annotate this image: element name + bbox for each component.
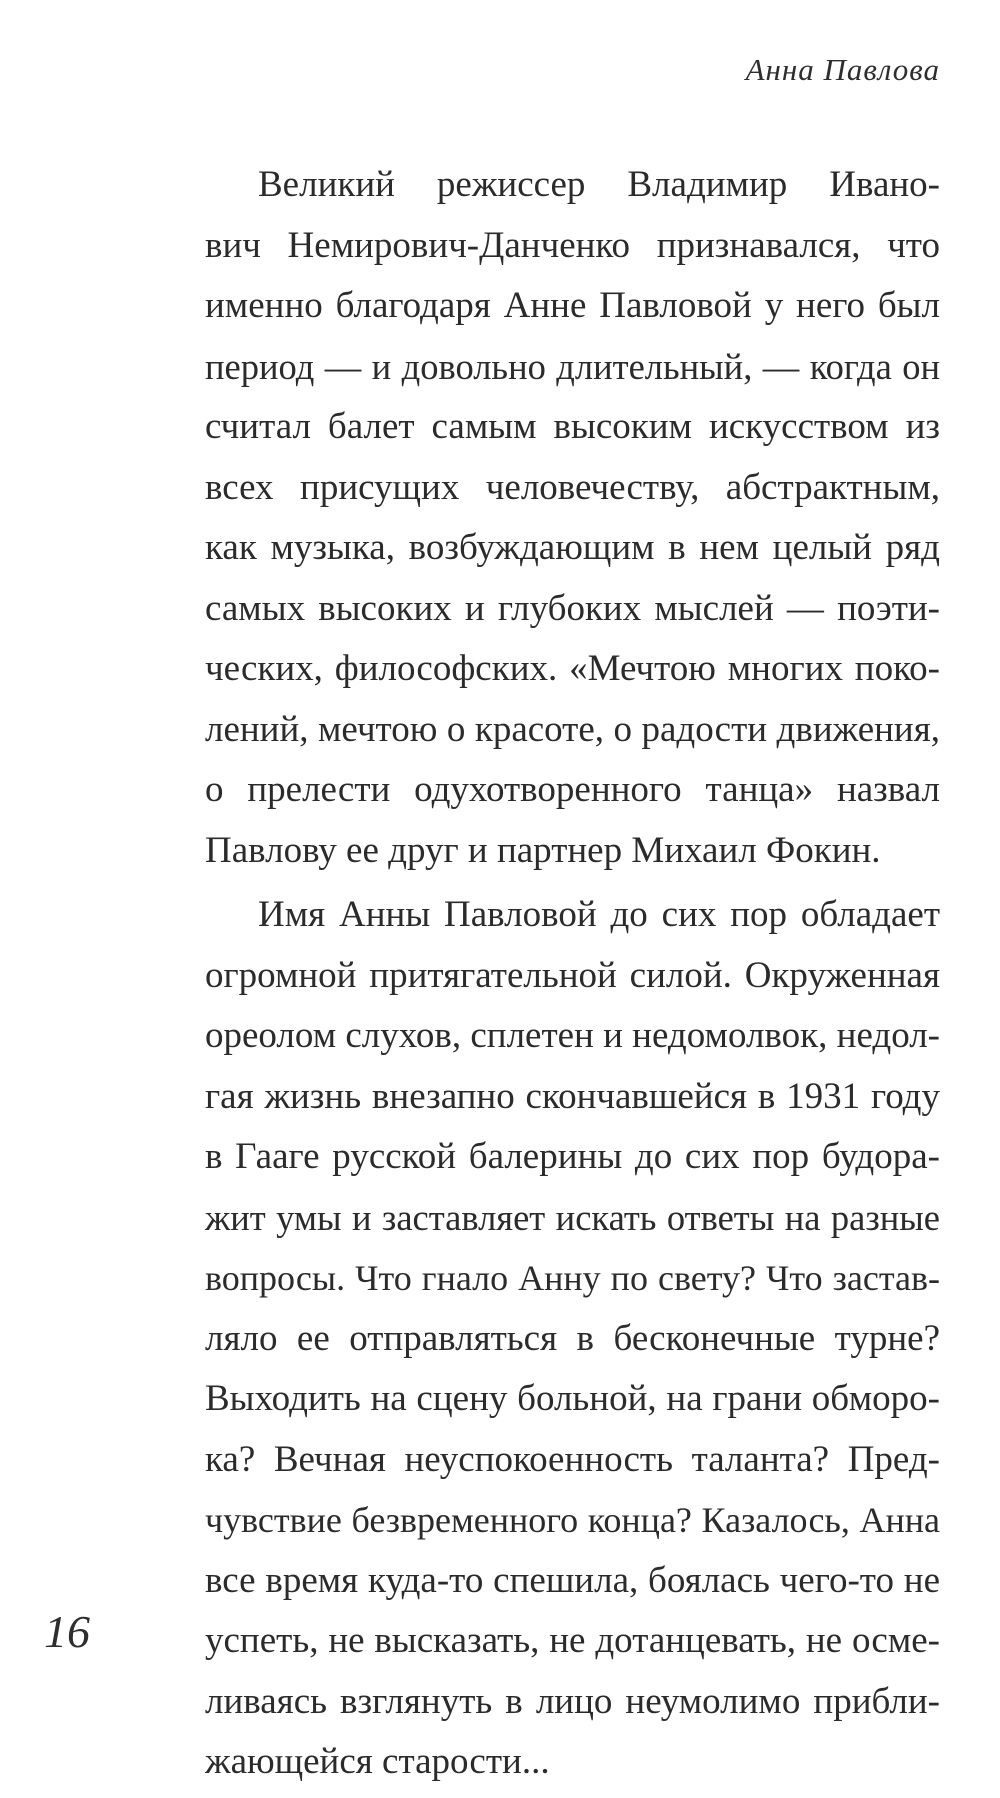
text-line: Павлову ее друг и партнер Михаил Фокин. [205, 829, 881, 871]
text-line: ческих, философских. «Мечтою многих поко- [205, 648, 940, 689]
text-line: огромной притягательной силой. Окруженная [205, 954, 940, 996]
text-line: вопросы. Что гнало Анну по свету? Что застав- [205, 1258, 940, 1298]
text-line: вич Немирович-Данченко признавался, что [205, 224, 940, 266]
text-line: жит умы и заставляет искать ответы на разные [205, 1196, 940, 1238]
text-line: Выходить на сцену больной, на грани обморо- [205, 1378, 940, 1419]
text-line: успеть, не высказать, не дотанцевать, не осме- [205, 1620, 940, 1661]
text-line: жающейся старости... [205, 1741, 550, 1782]
text-line: самых высоких и глубоких мыслей — поэти- [205, 587, 940, 629]
paragraph-1 [205, 155, 940, 881]
text-line: как музыка, возбуждающим в нем целый ряд [205, 527, 940, 568]
text-line: Имя Анны Павловой до сих пор обладает [258, 894, 940, 935]
text-line: период — и довольно длительный, — когда он [205, 345, 940, 387]
text-line: в Гааге русской балерины до сих пор будора- [205, 1136, 940, 1177]
text-line: ляло ее отправляться в бесконечные турне? [205, 1317, 940, 1359]
text-line: лений, мечтою о красоте, о радости движения, [205, 708, 940, 750]
text-line: считал балет самым высоким искусством из [205, 406, 940, 447]
paragraph-2 [205, 885, 940, 1793]
text-line: ливаясь взглянуть в лицо неумолимо прибли- [205, 1680, 940, 1722]
running-header: Анна Павлова [745, 52, 940, 87]
text-line: ореолом слухов, сплетен и недомолвок, недол- [205, 1015, 940, 1056]
page-number: 16 [44, 1606, 90, 1657]
text-line: о прелести одухотворенного танца» назвал [205, 769, 940, 810]
text-line: все время куда-то спешила, боялась чего-то не [205, 1559, 940, 1601]
body-text [205, 155, 940, 1793]
text-line: гая жизнь внезапно скончавшейся в 1931 году [205, 1075, 940, 1117]
text-line: ка? Вечная неуспокоенность таланта? Пред- [205, 1438, 940, 1480]
text-line: Великий режиссер Владимир Ивано- [258, 164, 940, 205]
text-line: всех присущих человечеству, абстрактным, [205, 466, 940, 508]
text-line: именно благодаря Анне Павловой у него был [205, 285, 940, 326]
text-line: чувствие безвременного конца? Казалось, Анна [205, 1500, 940, 1540]
